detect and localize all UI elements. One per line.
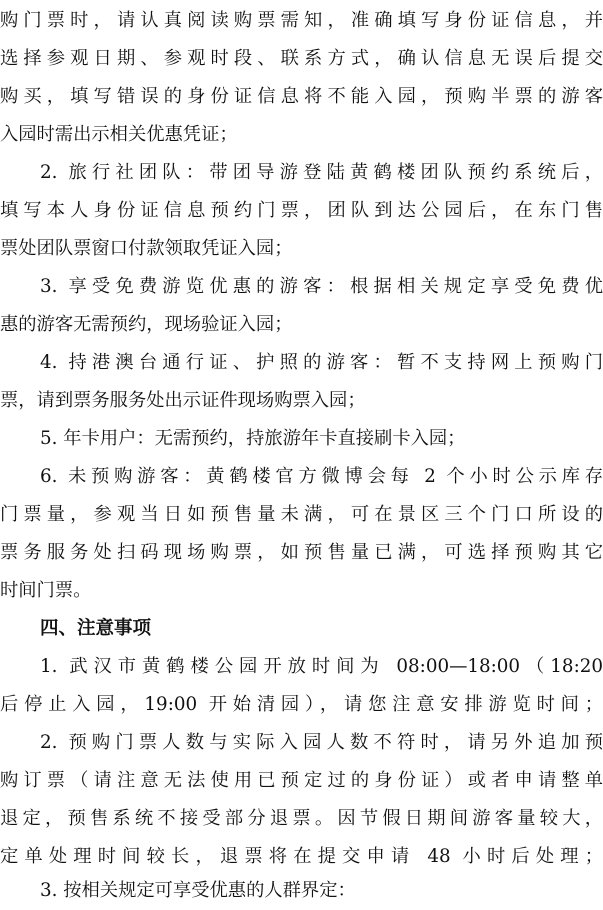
list-item-line: 4. 持港澳台通行证、护照的游客：暂不支持网上预购门 (40, 352, 603, 373)
paragraph-line: 入园时需出示相关优惠凭证； (0, 124, 238, 145)
paragraph-line: 购门票时，请认真阅读购票需知，准确填写身份证信息，并 (0, 10, 603, 31)
section-heading: 四、注意事项 (40, 618, 152, 639)
list-item-line: 5. 年卡用户：无需预约，持旅游年卡直接刷卡入园； (40, 428, 466, 449)
paragraph-line: 时间门票。 (0, 580, 92, 601)
list-item-line: 3. 享受免费游览优惠的游客：根据相关规定享受免费优 (40, 276, 603, 297)
paragraph-line: 退定，预售系统不接受部分退票。因节假日期间游客量较大， (0, 808, 603, 829)
paragraph-line: 惠的游客无需预约，现场验证入园； (0, 314, 293, 335)
paragraph-line: 选择参观日期、参观时段、联系方式，确认信息无误后提交 (0, 48, 603, 69)
paragraph-line: 门票量，参观当日如预售量未满，可在景区三个门口所设的 (0, 504, 603, 525)
paragraph-line: 票处团队票窗口付款领取凭证入园； (0, 238, 293, 259)
paragraph-line: 购订票（请注意无法使用已预定过的身份证）或者申请整单 (0, 770, 603, 791)
paragraph-line: 票务服务处扫码现场购票，如预售量已满，可选择预购其它 (0, 542, 603, 563)
list-item-line: 3. 按相关规定可享受优惠的人群界定： (40, 880, 356, 901)
paragraph-line: 购买，填写错误的身份证信息将不能入园，预购半票的游客 (0, 86, 603, 107)
paragraph-line: 票，请到票务服务处出示证件现场购票入园； (0, 390, 366, 411)
list-item-line: 2. 旅行社团队：带团导游登陆黄鹤楼团队预约系统后， (40, 162, 603, 183)
paragraph-line: 定单处理时间较长，退票将在提交申请 48 小时后处理； (0, 846, 603, 867)
list-item-line: 6. 未预购游客：黄鹤楼官方微博会每 2 个小时公示库存 (40, 466, 603, 487)
list-item-line: 2. 预购门票人数与实际入园人数不符时，请另外追加预 (40, 732, 603, 753)
paragraph-line: 填写本人身份证信息预约门票，团队到达公园后，在东门售 (0, 200, 603, 221)
paragraph-line: 后停止入园，19:00 开始清园），请您注意安排游览时间； (0, 694, 603, 715)
list-item-line: 1. 武汉市黄鹤楼公园开放时间为 08:00—18:00（18:20 (40, 656, 603, 677)
